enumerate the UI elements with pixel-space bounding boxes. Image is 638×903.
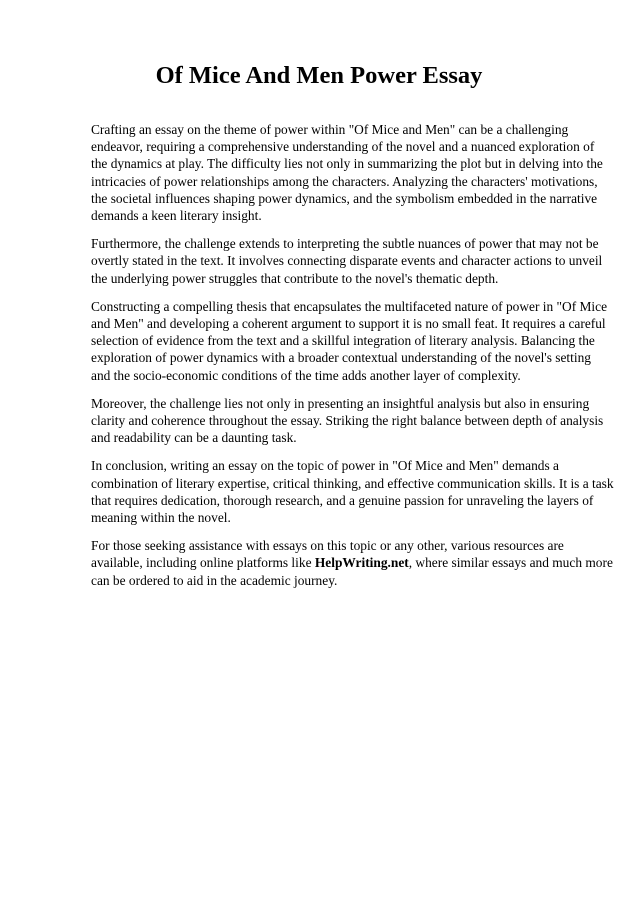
paragraph-4 bbox=[91, 395, 606, 447]
closing-text-before-link: available, including online platforms like bbox=[91, 555, 315, 571]
paragraph-line: In conclusion, writing an essay on the topic of power in "Of Mice and Men" demands a bbox=[91, 458, 559, 474]
essay-title: Of Mice And Men Power Essay bbox=[155, 62, 483, 89]
paragraph-line: For those seeking assistance with essays on this topic or any other, various resources are bbox=[91, 538, 564, 554]
essay-body bbox=[91, 121, 614, 600]
paragraph-line: exploration of power dynamics with a broader contextual understanding of the novel's setting bbox=[91, 350, 591, 366]
paragraph-line: can be ordered to aid in the academic journey. bbox=[91, 572, 338, 588]
paragraph-line: and Men" and developing a coherent argument to support it is no small feat. It requires a careful bbox=[91, 316, 606, 332]
paragraph-line: and the socio-economic conditions of the time adds another layer of complexity. bbox=[91, 367, 521, 383]
paragraph-2 bbox=[91, 235, 606, 287]
closing-paragraph bbox=[91, 537, 613, 589]
paragraph-line: intricacies of power relationships among the characters. Analyzing the characters' motivations, bbox=[91, 173, 598, 189]
paragraph-line: Crafting an essay on the theme of power within "Of Mice and Men" can be a challenging bbox=[91, 122, 569, 137]
paragraph-line: and readability can be a daunting task. bbox=[91, 430, 297, 446]
paragraph-line: Constructing a compelling thesis that encapsulates the multifaceted nature of power in "Of Mice bbox=[91, 298, 608, 314]
paragraph-line bbox=[91, 554, 613, 571]
paragraph-5 bbox=[91, 457, 614, 526]
paragraph-1 bbox=[91, 121, 606, 224]
paragraph-line: the dynamics at play. The difficulty lies not only in summarizing the plot but in delving into the bbox=[91, 156, 603, 172]
paragraph-3 bbox=[91, 298, 606, 384]
paragraph-line: demands a keen literary insight. bbox=[91, 208, 262, 224]
helpwriting-link-text: HelpWriting.net bbox=[314, 555, 409, 571]
paragraph-line: clarity and coherence throughout the essay. Striking the right balance between depth of analysis bbox=[91, 413, 604, 429]
paragraph-line: overtly stated in the text. It involves connecting disparate events and character actions to unveil bbox=[91, 253, 603, 269]
paragraph-line: the societal influences shaping power dynamics, and the symbolism embedded in the narrative bbox=[91, 190, 598, 206]
paragraph-line: Furthermore, the challenge extends to interpreting the subtle nuances of power that may not be bbox=[91, 236, 599, 252]
paragraph-line: that requires dedication, thorough research, and a genuine passion for unraveling the layers of bbox=[91, 492, 594, 508]
paragraph-line: endeavor, requiring a comprehensive understanding of the novel and a nuanced exploration of bbox=[91, 139, 595, 155]
paragraph-line: meaning within the novel. bbox=[91, 510, 231, 526]
closing-text-after-link: , where similar essays and much more bbox=[408, 555, 613, 571]
paragraph-line: combination of literary expertise, critical thinking, and effective communication skills. It is a task bbox=[91, 475, 614, 491]
paragraph-line: Moreover, the challenge lies not only in presenting an insightful analysis but also in ensuring bbox=[91, 395, 590, 411]
paragraph-line: the underlying power struggles that contribute to the novel's thematic depth. bbox=[91, 270, 499, 286]
paragraph-line: selection of evidence from the text and a skillful integration of literary analysis. Balancing the bbox=[91, 333, 595, 349]
